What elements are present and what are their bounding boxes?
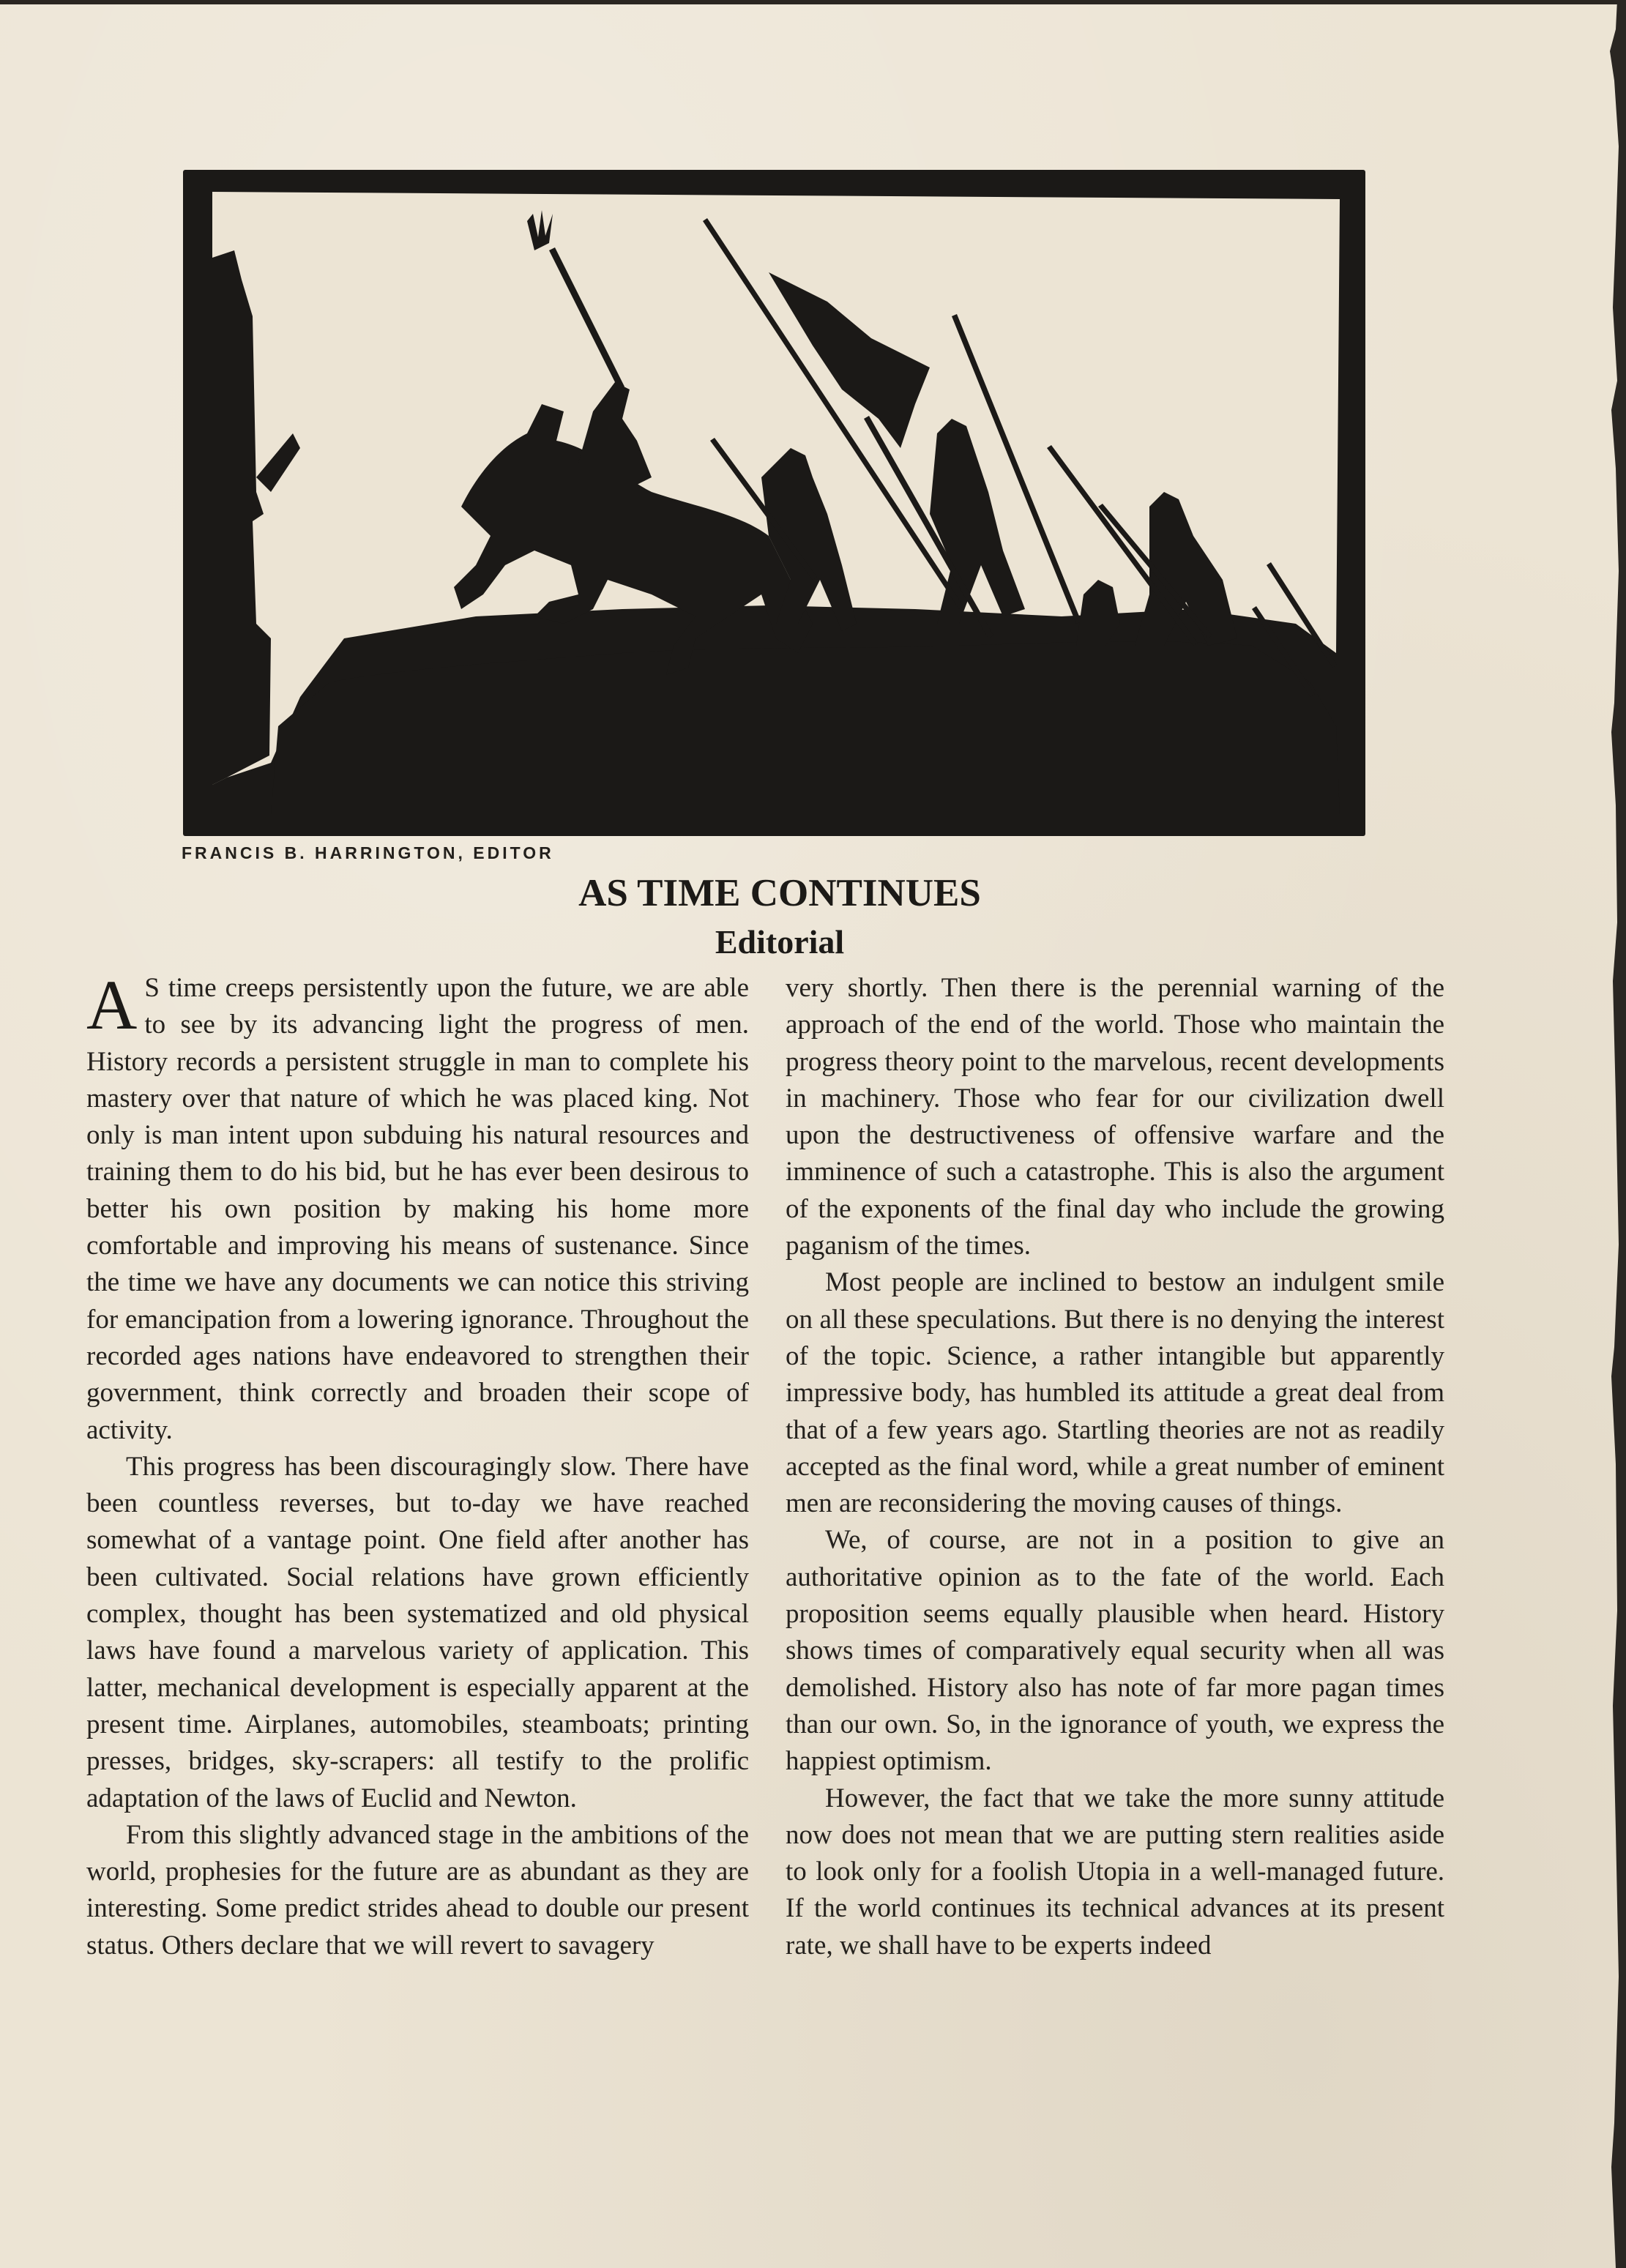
silhouette-illustration	[183, 170, 1365, 836]
left-paragraph-2: This progress has been discouragingly slow. There have been countless reverses, but to-day we have reached somewhat of a vantage point. One field after another has been cultivated. Social relations have grown efficiently complex, thought has been systematized and old physical laws have found a marvelous variety of application. This latter, mechanical development is especially apparent at the present time. Airplanes, automobiles, steamboats; printing presses, bridges, sky-scrapers: all testify to the prolific adaptation of the laws of Euclid and Newton.	[86, 1451, 749, 1813]
drop-cap: A	[86, 966, 138, 1044]
left-paragraph-1	[86, 966, 749, 1449]
right-column	[786, 970, 1444, 1964]
editor-credit: FRANCIS B. HARRINGTON, EDITOR	[182, 843, 554, 862]
page-subtitle: Editorial	[715, 923, 845, 960]
torn-page-edge	[1597, 0, 1626, 2268]
page-title: AS TIME CONTINUES	[578, 872, 981, 914]
left-column	[86, 966, 749, 1964]
top-rule	[0, 0, 1626, 4]
left-paragraph-3: From this slightly advanced stage in the ambitions of the world, prophesies for the future are as abundant as they are interesting. Some predict strides ahead to double our present status. Others declare that we will revert to savagery	[86, 1819, 749, 1961]
right-paragraph-3: We, of course, are not in a position to give an authoritative opinion as to the fate of the world. Each proposition seems equally plausible when heard. History shows times of comparatively equal security when all was demolished. History also has note of far more pagan times than our own. So, in the ignorance of youth, we express the happiest optimism.	[786, 1525, 1444, 1777]
right-paragraph-2: Most people are inclined to bestow an indulgent smile on all these speculations. But there is no denying the interest of the topic. Science, a rather intangible but apparently impressive body, has humbled its attitude a great deal from that of a few years ago. Startling theories are not as readily accepted as the final word, while a great number of eminent men are reconsidering the moving causes of things.	[786, 1267, 1444, 1519]
right-paragraph-4: However, the fact that we take the more sunny attitude now does not mean that we are putting stern realities aside to look only for a foolish Utopia in a well-managed future. If the world continues its technical advances at its present rate, we shall have to be experts indeed	[786, 1783, 1444, 1961]
left-paragraph-1-text: S time creeps persistently upon the future, we are able to see by its advancing light the progress of men. History records a persistent struggle in man to complete his mastery over that nature of which he was placed king. Not only is man intent upon subduing his natural resources and training them to do his bid, but he has ever been desirous to better his own position by making his home more comfortable and improving his means of sustenance. Since the time we have any documents we can notice this striving for emancipation from a lowering ignorance. Throughout the recorded ages nations have endeavored to strengthen their government, think correctly and broaden their scope of activity.	[86, 973, 749, 1445]
right-paragraph-1: very shortly. Then there is the perennial warning of the approach of the end of the world. Those who maintain the progress theory point to the marvelous, recent developments in machinery. Those who fear for our civilization dwell upon the destructiveness of offensive warfare and the imminence of such a catastrophe. This is also the argument of the exponents of the final day who include the growing paganism of the times.	[786, 973, 1444, 1261]
